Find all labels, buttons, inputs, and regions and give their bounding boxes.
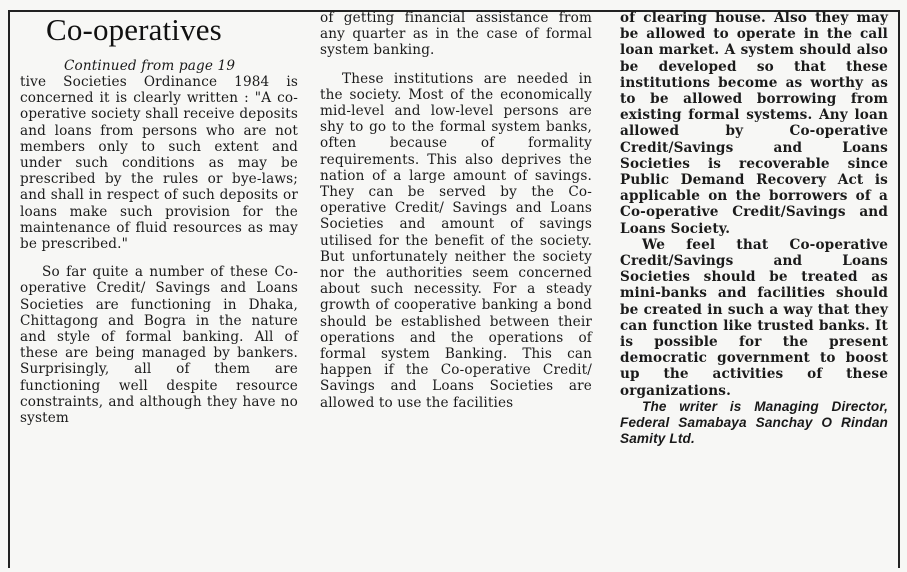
author-credit: The writer is Managing Director, Federal Samabaya Sanchay O Rindan Samity Ltd. (620, 398, 888, 447)
paragraph-financial-assistance: of getting financial assistance from any quarter as in the case of formal system banking. (320, 10, 592, 59)
article-column-3 (620, 10, 888, 447)
paragraph-societies-functioning: So far quite a number of these Co-operative Credit/ Savings and Loans Societies are functioning in Dhaka, Chittagong and Bogra in the nature and style of formal banking. All of these are being managed by bankers. Surprisingly, all of them are functioning well despite resource constraints, and although they have no system (20, 264, 298, 427)
paragraph-institutions-needed: These institutions are needed in the society. Most of the economically mid-level and low-level persons are shy to go to the formal system banks, often because of formality requirements. This also deprives the nation of a large amount of savings. They can be served by the Co-operative Credit/ Savings and Loans Societies and amount of savings utilised for the benefit of the society. But unfortunately neither the society nor the authorities seem concerned about such necessity. For a steady growth of cooperative banking a bond should be established between their operations and the operations of formal system Banking. This can happen if the Co-operative Credit/ Savings and Loans Societies are allowed to use the facilities (320, 70, 592, 411)
continued-from-note: Continued from page 19 (64, 58, 236, 74)
article-column-2 (320, 10, 592, 411)
paragraph-mini-banks: We feel that Co-operative Credit/Savings and Loans Societies should be treated as mini-banks and facilities should be created in such a way that they can function like trusted banks. It is possible for the present democratic government to boost up the activities of these organizations. (620, 236, 888, 399)
article-column-1 (20, 12, 298, 426)
paragraph-ordinance-quote: tive Societies Ordinance 1984 is concerned it is clearly written : "A co-operative society shall receive deposits and loans from persons who are not members only to such extent and under such conditions as may be prescribed by the rules or bye-laws; and shall in respect of such deposits or loans make such provision for the maintenance of fluid resources as may be prescribed." (20, 74, 298, 253)
paragraph-clearing-house: of clearing house. Also they may be allowed to operate in the call loan market. A system should also be developed so that these institutions become as worthy as to be allowed borrowing from existing formal systems. Any loan allowed by Co-operative Credit/Savings and Loans Societies is recoverable since Public Demand Recovery Act is applicable on the borrowers of a Co-operative Credit/Savings and Loans Society. (620, 10, 888, 237)
article-title: Co-operatives (46, 12, 222, 47)
